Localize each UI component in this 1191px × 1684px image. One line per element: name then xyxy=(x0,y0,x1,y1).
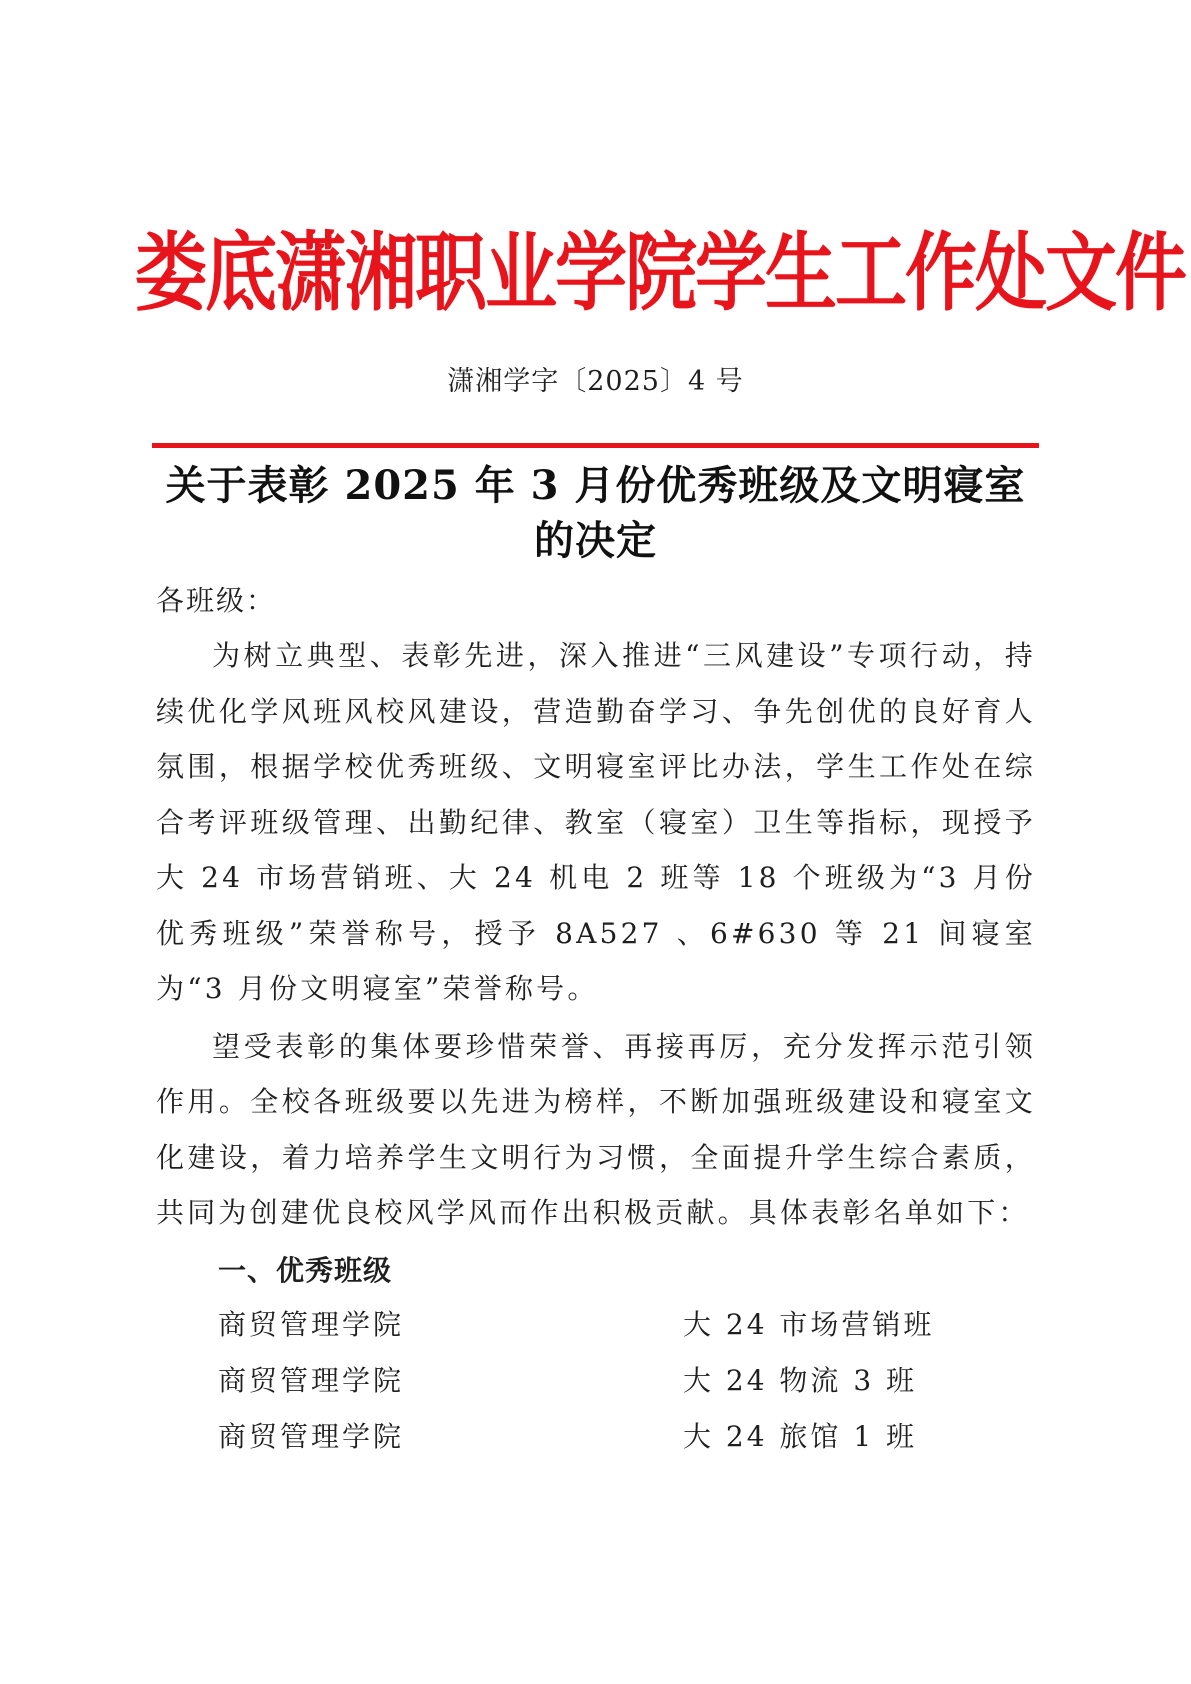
salutation: 各班级： xyxy=(156,584,277,617)
section-title-excellent-classes: 一、优秀班级 xyxy=(218,1253,393,1287)
award-row xyxy=(218,1353,1036,1409)
award-college: 商贸管理学院 xyxy=(218,1419,405,1453)
paragraph-2: 望受表彰的集体要珍惜荣誉、再接再厉，充分发挥示范引领作用。全校各班级要以先进为榜样，不断加强班级建设和寝室文化建设，着力培养学生文明行为习惯，全面提升学生综合素质，共同为创建优良校风学风而作出积极贡献。具体表彰名单如下： xyxy=(156,1029,1036,1229)
document-heading xyxy=(0,458,1191,568)
award-class: 大 24 旅馆 1 班 xyxy=(683,1419,918,1453)
doc-number: 潇湘学字〔2025〕4 号 xyxy=(447,366,744,397)
award-class: 大 24 市场营销班 xyxy=(683,1307,935,1341)
heading-line-2: 的决定 xyxy=(534,517,657,564)
award-row xyxy=(218,1409,1036,1465)
award-college: 商贸管理学院 xyxy=(218,1363,405,1397)
red-divider xyxy=(152,443,1039,448)
award-class: 大 24 物流 3 班 xyxy=(683,1363,918,1397)
award-row xyxy=(218,1297,1036,1353)
document-body xyxy=(156,580,1036,1465)
heading-line-1: 关于表彰 2025 年 3 月份优秀班级及文明寝室 xyxy=(165,462,1026,509)
paragraph-1: 为树立典型、表彰先进，深入推进“三风建设”专项行动，持续优化学风班风校风建设，营造勤奋学习、争先创优的良好育人氛围，根据学校优秀班级、文明寝室评比办法，学生工作处在综合考评班级管理、出勤纪律、教室（寝室）卫生等指标，现授予大 24 市场营销班、大 24 机电 2 班等 18 个班级为“3 月份优秀班级”荣誉称号，授予 8A527 、6#630 等 21 间寝室为“3 月份文明寝室”荣誉称号。 xyxy=(156,639,1036,1005)
award-college: 商贸管理学院 xyxy=(218,1307,405,1341)
org-title: 娄底潇湘职业学院学生工作处文件 xyxy=(135,222,1186,323)
